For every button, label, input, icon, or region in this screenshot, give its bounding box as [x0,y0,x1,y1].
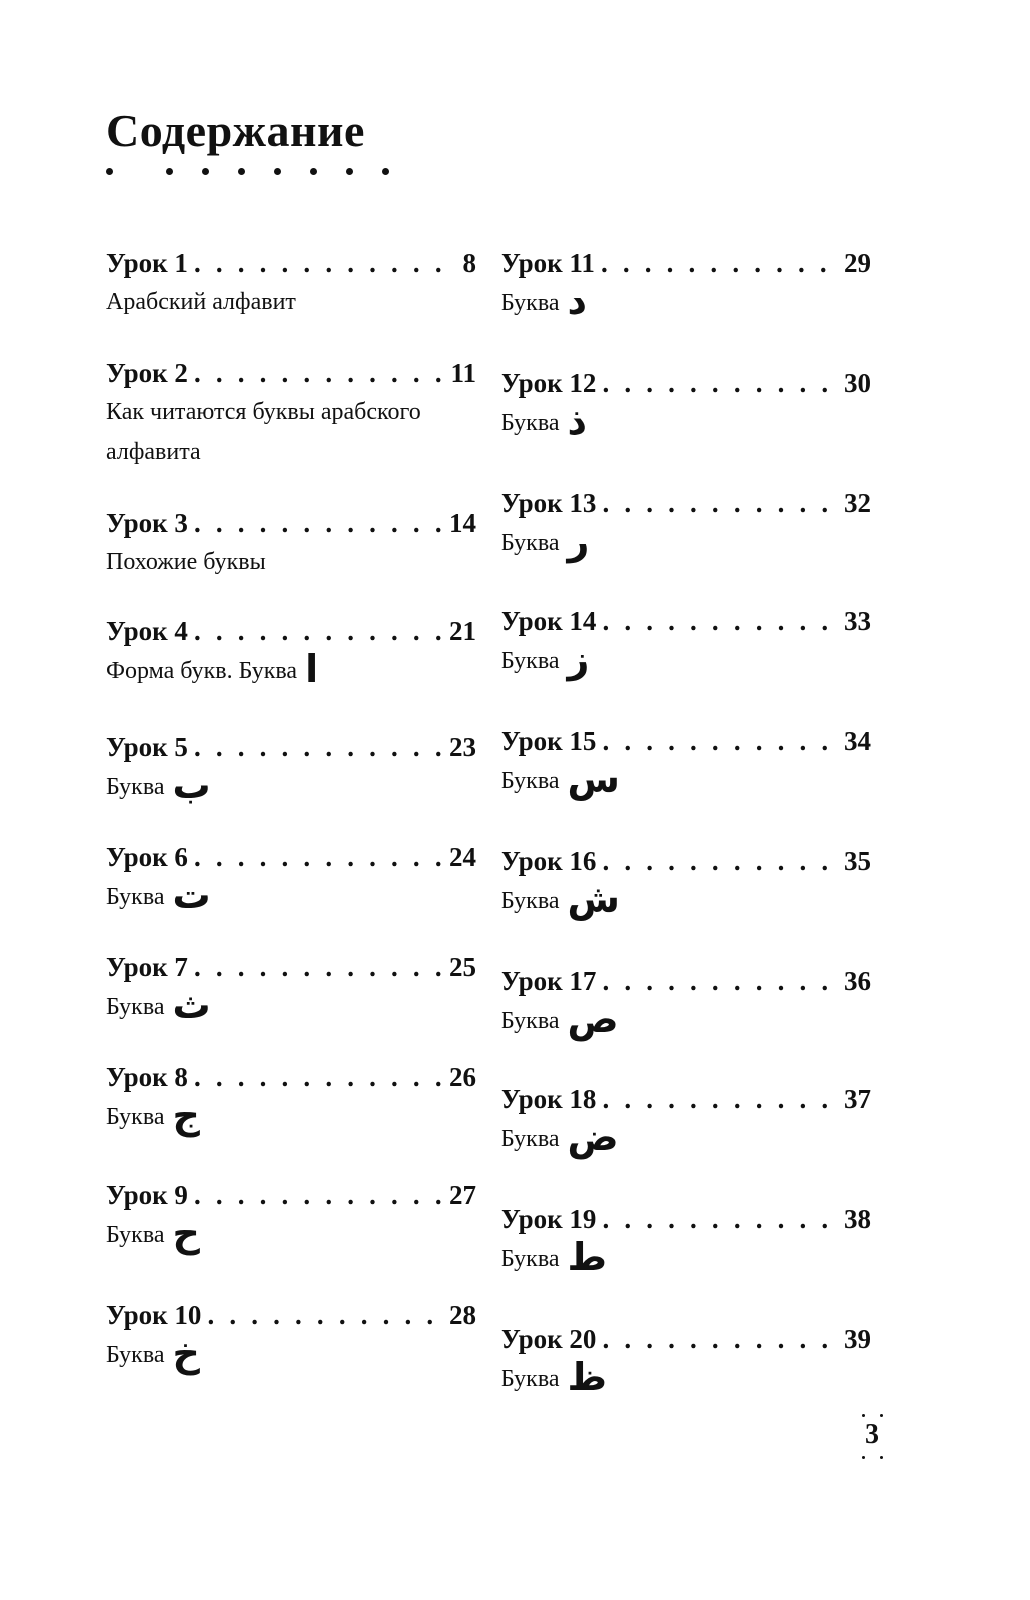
arabic-letter: ح [172,1211,200,1255]
ornament-dot [346,168,353,175]
ornament-dot [106,168,113,175]
title-dot-ornament [106,168,402,180]
lesson-subtitle-line [501,279,871,323]
toc-entry-heading [501,724,871,758]
dot-leader [602,604,838,638]
page-number: 3 [865,1419,879,1450]
ornament-dot [880,1456,883,1459]
ornament-dot [880,1414,883,1417]
lesson-label: Урок 19 [501,1204,597,1234]
lesson-label: Урок 17 [501,966,597,996]
toc-entry[interactable] [106,1178,476,1255]
lesson-page-number: 27 [449,1180,476,1210]
lesson-label: Урок 6 [106,842,188,872]
toc-entry[interactable] [106,614,476,691]
toc-entry[interactable] [501,1202,871,1279]
lesson-subtitle: Буква [501,530,560,556]
lesson-subtitle: Буква [501,1126,560,1152]
lesson-subtitle-line [501,1355,871,1399]
dot-leader [194,730,443,764]
lesson-label: Урок 20 [501,1324,597,1354]
dot-leader [602,724,838,758]
lesson-label: Урок 10 [106,1300,202,1330]
ornament-dot [862,1456,865,1459]
toc-entry[interactable] [106,950,476,1027]
lesson-subtitle-line [106,542,476,582]
lesson-label: Урок 9 [106,1180,188,1210]
lesson-subtitle-line [106,1211,476,1255]
toc-entry[interactable] [106,840,476,917]
dot-leader [602,1322,838,1356]
lesson-subtitle: Буква [501,888,560,914]
toc-entry-heading [106,614,476,648]
lesson-page-number: 26 [449,1062,476,1092]
lesson-subtitle: Форма букв. Буква [106,658,298,684]
dot-leader [194,614,443,648]
lesson-label: Урок 2 [106,358,188,388]
lesson-label: Урок 15 [501,726,597,756]
arabic-letter: ذ [567,399,588,443]
ornament-dot [166,168,173,175]
lesson-subtitle-line [501,877,871,921]
lesson-subtitle: Буква [501,410,560,436]
lesson-subtitle: Буква [501,1366,560,1392]
lesson-page-number: 30 [844,368,871,398]
lesson-label: Урок 18 [501,1084,597,1114]
lesson-page-number: 38 [844,1204,871,1234]
lesson-subtitle: Буква [106,1342,165,1368]
toc-entry[interactable] [106,1298,476,1375]
lesson-subtitle: Похожие буквы [106,549,266,575]
toc-entry-heading [501,1082,871,1116]
lesson-subtitle: Буква [501,648,560,674]
lesson-subtitle-line [106,1331,476,1375]
lesson-page-number: 8 [462,248,476,278]
ornament-dot [274,168,281,175]
toc-entry[interactable] [501,246,871,323]
arabic-letter: ا [305,647,319,691]
dot-leader [602,964,838,998]
lesson-page-number: 25 [449,952,476,982]
dot-leader [602,844,838,878]
toc-entry-heading [501,1202,871,1236]
lesson-subtitle: Как читаются буквы арабского алфавита [106,399,421,465]
arabic-letter: ج [172,1093,200,1137]
toc-entry-heading [106,950,476,984]
dot-leader [602,366,838,400]
toc-entry-heading [106,1178,476,1212]
toc-entry-heading [501,366,871,400]
lesson-subtitle-line [106,873,476,917]
toc-entry[interactable] [501,486,871,563]
ornament-dot [238,168,245,175]
lesson-subtitle-line [106,763,476,807]
dot-leader [602,1082,838,1116]
arabic-letter: س [567,757,620,801]
lesson-subtitle-line [501,997,871,1041]
lesson-page-number: 32 [844,488,871,518]
lesson-label: Урок 13 [501,488,597,518]
dot-leader [194,506,443,540]
lesson-subtitle-line [501,1235,871,1279]
dot-leader [194,1178,443,1212]
lesson-subtitle-line [501,519,871,563]
ornament-dot [202,168,209,175]
toc-entry-heading [106,840,476,874]
toc-entry-heading [106,506,476,540]
lesson-subtitle-line [106,983,476,1027]
toc-entry-heading [501,1322,871,1356]
toc-entry[interactable] [501,1082,871,1159]
toc-entry-heading [106,730,476,764]
arabic-letter: ب [172,763,211,807]
lesson-page-number: 21 [449,616,476,646]
dot-leader [194,1060,443,1094]
dot-leader [194,246,457,280]
toc-entry[interactable] [501,604,871,681]
ornament-dot [382,168,389,175]
lesson-label: Урок 3 [106,508,188,538]
dot-leader [601,246,838,280]
arabic-letter: خ [172,1331,200,1375]
lesson-page-number: 11 [450,358,476,388]
toc-entry[interactable] [106,1060,476,1137]
lesson-subtitle: Буква [106,994,165,1020]
page-title: Содержание [106,105,365,156]
toc-entry-heading [106,356,476,390]
toc-entry[interactable] [501,964,871,1041]
toc-entry[interactable] [106,730,476,807]
toc-entry[interactable] [106,506,476,582]
lesson-subtitle: Буква [501,1008,560,1034]
dot-leader [194,840,443,874]
lesson-page-number: 36 [844,966,871,996]
lesson-label: Урок 4 [106,616,188,646]
lesson-label: Урок 7 [106,952,188,982]
arabic-letter: د [567,279,588,323]
toc-entry[interactable] [501,1322,871,1399]
toc-entry-heading [106,246,476,280]
toc-entry-heading [501,246,871,280]
lesson-subtitle-line [106,282,476,322]
toc-entry-heading [501,604,871,638]
lesson-label: Урок 11 [501,248,595,278]
lesson-subtitle: Буква [106,1104,165,1130]
lesson-page-number: 33 [844,606,871,636]
dot-leader [194,356,445,390]
lesson-label: Урок 8 [106,1062,188,1092]
toc-entry-heading [501,486,871,520]
toc-entry[interactable] [501,366,871,443]
dot-leader [602,486,838,520]
arabic-letter: ط [567,1235,607,1279]
lesson-page-number: 39 [844,1324,871,1354]
lesson-subtitle-line [501,1115,871,1159]
arabic-letter: ض [567,1115,619,1159]
lesson-subtitle: Буква [106,774,165,800]
lesson-subtitle: Буква [501,290,560,316]
arabic-letter: ر [567,519,590,563]
lesson-subtitle: Буква [106,1222,165,1248]
lesson-page-number: 28 [449,1300,476,1330]
lesson-label: Урок 16 [501,846,597,876]
toc-entry[interactable] [106,356,476,472]
arabic-letter: ز [567,637,590,681]
lesson-subtitle-line [501,399,871,443]
arabic-letter: ظ [567,1355,607,1399]
lesson-label: Урок 1 [106,248,188,278]
toc-entry-heading [501,964,871,998]
arabic-letter: ت [172,873,211,917]
lesson-subtitle: Буква [501,1246,560,1272]
toc-entry-heading [106,1060,476,1094]
lesson-subtitle-line [106,1093,476,1137]
lesson-page-number: 37 [844,1084,871,1114]
arabic-letter: ص [567,997,619,1041]
arabic-letter: ش [567,877,620,921]
ornament-dot [310,168,317,175]
page-number-dots-top [862,1414,884,1418]
lesson-page-number: 14 [449,508,476,538]
arabic-letter: ث [172,983,211,1027]
dot-leader [207,1298,443,1332]
lesson-subtitle: Буква [106,884,165,910]
toc-entry[interactable] [106,246,476,322]
lesson-label: Урок 14 [501,606,597,636]
lesson-subtitle-line [501,757,871,801]
lesson-subtitle: Арабский алфавит [106,289,296,315]
lesson-subtitle: Буква [501,768,560,794]
lesson-page-number: 24 [449,842,476,872]
lesson-subtitle-line [106,392,476,472]
dot-leader [194,950,443,984]
lesson-page-number: 29 [844,248,871,278]
lesson-label: Урок 5 [106,732,188,762]
lesson-page-number: 34 [844,726,871,756]
ornament-dot [862,1414,865,1417]
lesson-page-number: 35 [844,846,871,876]
lesson-label: Урок 12 [501,368,597,398]
dot-leader [602,1202,838,1236]
lesson-subtitle-line [106,647,476,691]
lesson-page-number: 23 [449,732,476,762]
toc-entry-heading [106,1298,476,1332]
lesson-subtitle-line [501,637,871,681]
page-number-dots-bottom [862,1456,884,1460]
toc-entry[interactable] [501,844,871,921]
toc-entry-heading [501,844,871,878]
toc-entry[interactable] [501,724,871,801]
